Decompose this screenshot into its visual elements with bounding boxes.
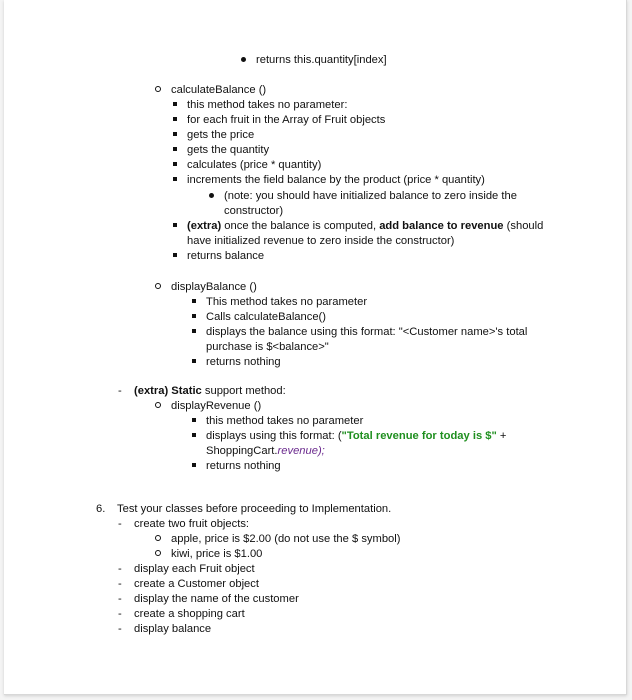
section-6-apple: apple, price is $2.00 (do not use the $ symbol) (171, 533, 401, 545)
display-revenue-format-cont (206, 444, 325, 458)
document-page (4, 0, 627, 695)
format-prefix: displays using this format: ( (206, 430, 342, 442)
calc-balance-note-cont: constructor) (224, 205, 284, 217)
static-method-label (134, 384, 286, 398)
section-6-create-fruits: - create two fruit objects: (134, 517, 249, 531)
calc-balance-item: gets the quantity (187, 144, 270, 156)
static-label-rest: support method: (201, 385, 286, 397)
display-balance-item: Calls calculateBalance() (206, 311, 327, 323)
format-field: revenue); (277, 445, 325, 457)
extra-text-end: (should (503, 220, 544, 232)
format-string: "Total revenue for today is $" (341, 430, 497, 442)
display-revenue-format (206, 429, 506, 443)
calc-balance-note: (note: you should have initialized balance to zero inside the (224, 190, 517, 202)
calc-balance-heading: calculateBalance () (171, 84, 267, 96)
calc-balance-returns: returns balance (187, 250, 265, 262)
display-revenue-returns: returns nothing (206, 460, 281, 472)
display-balance-format: displays the balance using this format: "<Customer name>'s total (206, 326, 528, 338)
display-balance-returns: returns nothing (206, 356, 281, 368)
returns-quantity-item: returns this.quantity[index] (256, 54, 387, 66)
calc-balance-extra (187, 219, 543, 233)
calc-balance-extra-cont: have initialized revenue to zero inside the constructor) (187, 235, 455, 247)
calc-balance-item: this method takes no parameter: (187, 99, 348, 111)
section-6-step: - display the name of the customer (134, 592, 299, 606)
display-balance-item: This method takes no parameter (206, 296, 368, 308)
display-balance-heading: displayBalance () (171, 281, 257, 293)
extra-bold-text: add balance to revenue (379, 220, 504, 232)
static-label-bold: (extra) Static (134, 385, 202, 397)
calc-balance-item: increments the field balance by the product (price * quantity) (187, 174, 485, 186)
extra-text: once the balance is computed, (221, 220, 380, 232)
format-plus: + (496, 430, 507, 442)
section-6-step: - display each Fruit object (134, 562, 255, 576)
section-6-title: Test your classes before proceeding to Implementation. (117, 503, 392, 515)
section-6-step: - display balance (134, 622, 211, 636)
display-balance-format-cont: purchase is $<balance>" (206, 341, 329, 353)
section-6-kiwi: kiwi, price is $1.00 (171, 548, 263, 560)
display-revenue-heading: displayRevenue () (171, 400, 262, 412)
format-class: ShoppingCart. (206, 445, 278, 457)
display-revenue-item: this method takes no parameter (206, 415, 364, 427)
calc-balance-item: calculates (price * quantity) (187, 159, 322, 171)
section-6-step: - create a Customer object (134, 577, 259, 591)
section-6-step: - create a shopping cart (134, 607, 245, 621)
extra-label: (extra) (187, 220, 222, 232)
calc-balance-item: gets the price (187, 129, 255, 141)
section-6-number: 6. (96, 503, 106, 515)
calc-balance-item: for each fruit in the Array of Fruit objects (187, 114, 386, 126)
